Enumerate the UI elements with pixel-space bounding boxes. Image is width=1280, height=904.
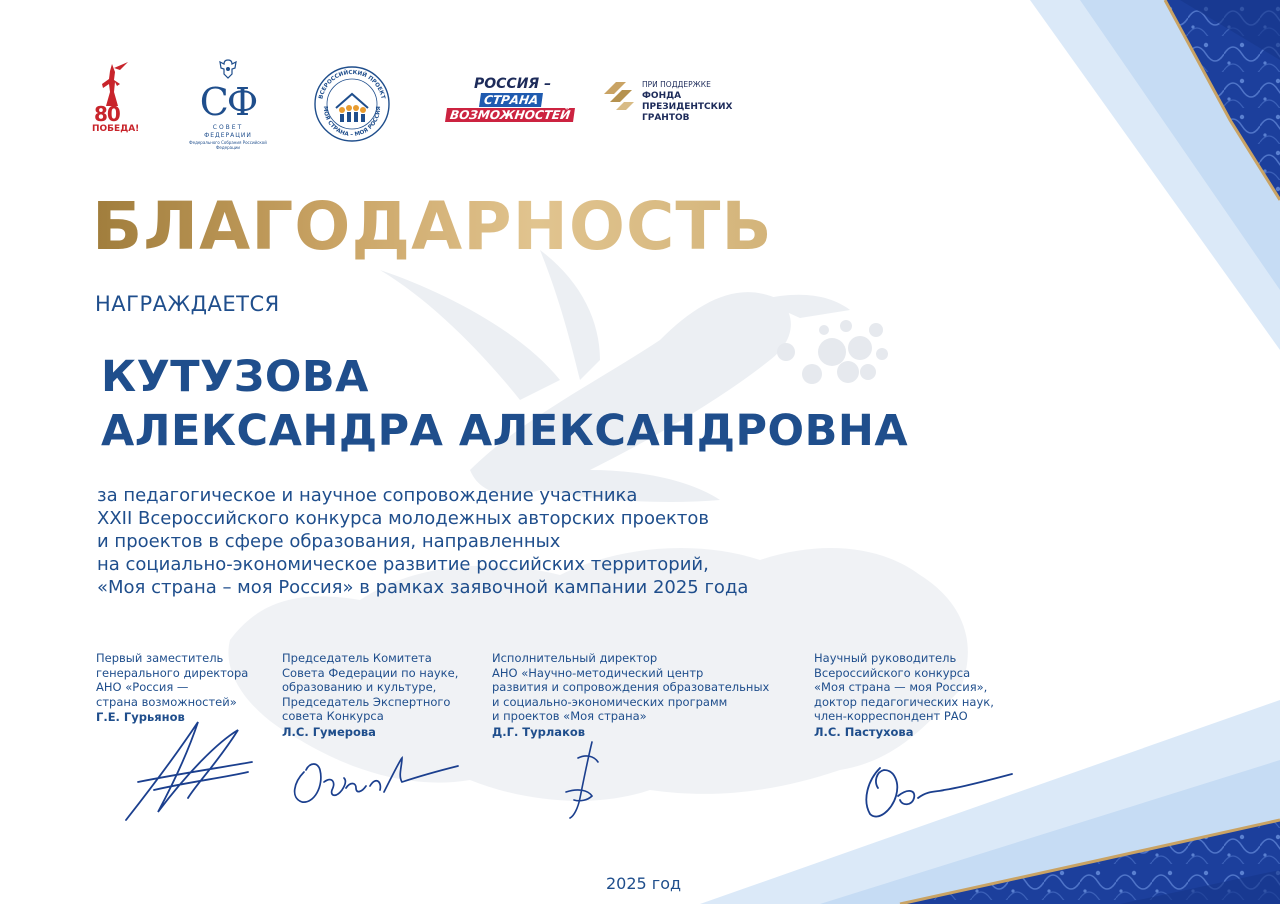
signatory-role-line: доктор педагогических наук, [814, 694, 994, 709]
grants-line3: ПРЕЗИДЕНТСКИХ [642, 102, 733, 112]
description-line: на социально-экономическое развитие российских территорий, [97, 554, 709, 575]
russia-opportunities-logo [444, 76, 572, 126]
victory-80-logo [90, 62, 140, 140]
signature-gumerova [284, 752, 462, 810]
signatory-role-line: совета Конкурса [282, 709, 384, 723]
certificate-title: БЛАГОДАРНОСТЬ [92, 188, 773, 265]
award-description [97, 484, 877, 599]
recipient-given-names: АЛЕКСАНДРА АЛЕКСАНДРОВНА [101, 406, 909, 456]
signature-guryanov [118, 712, 258, 824]
signatory-role-line: и социально-экономических программ [492, 694, 728, 709]
victory-number: 80 [94, 102, 120, 126]
federation-council-letters: СФ [199, 80, 257, 124]
signatory-role-line: АНО «Россия — [96, 680, 189, 694]
signatory-name: Г.Е. Гурьянов [96, 710, 185, 724]
signatory-turlakov [492, 651, 769, 739]
eagle-emblem-icon [218, 58, 238, 80]
logos-row [0, 0, 1280, 160]
signatory-role-line: страна возможностей» [96, 694, 237, 709]
svg-text:ВСЕРОССИЙСКИЙ ПРОЕКТ [318, 68, 385, 100]
signatory-role-line: Научный руководитель [814, 651, 957, 665]
signatory-pastukhova [814, 651, 994, 739]
russia-opportunities-line1: РОССИЯ – [474, 76, 552, 92]
signatory-role-line: образованию и культуре, [282, 680, 437, 694]
project-bottom-text: МОЯ СТРАНА – МОЯ РОССИЯ [321, 106, 383, 139]
signatory-role-line: Председатель Экспертного [282, 694, 451, 709]
description-line: «Моя страна – моя Россия» в рамках заявочной кампании 2025 года [97, 577, 749, 598]
victory-text: ПОБЕДА! [92, 124, 140, 134]
signatory-role-line: «Моя страна — моя Россия», [814, 680, 988, 694]
description-line: XXII Всероссийского конкурса молодежных авторских проектов [97, 508, 710, 529]
signatory-role-line: развития и сопровождения образовательных [492, 680, 770, 694]
signatory-name: Д.Г. Турлаков [492, 724, 586, 739]
signatory-name: Л.С. Пастухова [814, 724, 914, 739]
federation-council-sub1: СОВЕТ [212, 124, 244, 131]
awarded-label: НАГРАЖДАЕТСЯ [95, 292, 280, 316]
signatory-role-line: и проектов «Моя страна» [492, 709, 647, 723]
signatory-role-line: Совета Федерации по науке, [282, 665, 459, 680]
signature-turlakov [558, 738, 608, 822]
grants-line1: ПРИ ПОДДЕРЖКЕ [642, 80, 711, 89]
signatory-name: Л.С. Гумерова [282, 724, 376, 739]
project-my-country-logo [312, 64, 392, 144]
federation-council-sub2: ФЕДЕРАЦИИ [204, 132, 252, 139]
project-top-text: ВСЕРОССИЙСКИЙ ПРОЕКТ [318, 69, 386, 100]
signatory-role-line: АНО «Научно-методический центр [492, 665, 704, 680]
grants-line4: ГРАНТОВ [642, 113, 690, 123]
federation-council-sub3: Федерального Собрания Российской Федерации [189, 140, 267, 150]
signature-pastukhova [858, 760, 1016, 824]
signatory-role-line: Председатель Комитета [282, 651, 432, 665]
presidential-grants-logo [600, 76, 770, 126]
signatory-gumerova [282, 651, 458, 739]
signatory-role-line: Первый заместитель [96, 651, 224, 665]
grants-fund-icon [602, 80, 636, 110]
signatory-role-line: Всероссийского конкурса [814, 665, 971, 680]
description-line: за педагогическое и научное сопровождение участника [97, 485, 638, 506]
russia-opportunities-line3: ВОЗМОЖНОСТЕЙ [445, 108, 575, 122]
recipient-surname: КУТУЗОВА [101, 352, 369, 402]
svg-text:МОЯ СТРАНА – МОЯ РОССИЯ [322, 106, 382, 138]
description-line: и проектов в сфере образования, направленных [97, 531, 561, 552]
grants-line2: ФОНДА [642, 91, 682, 101]
certificate-year: 2025 год [606, 874, 682, 893]
federation-council-logo [188, 58, 268, 150]
signatory-role-line: Исполнительный директор [492, 651, 658, 665]
monument-icon [90, 62, 136, 106]
signatory-role-line: член-корреспондент РАО [814, 709, 968, 723]
signatory-role-line: генерального директора [96, 665, 249, 680]
russia-opportunities-line2: СТРАНА [479, 93, 543, 107]
